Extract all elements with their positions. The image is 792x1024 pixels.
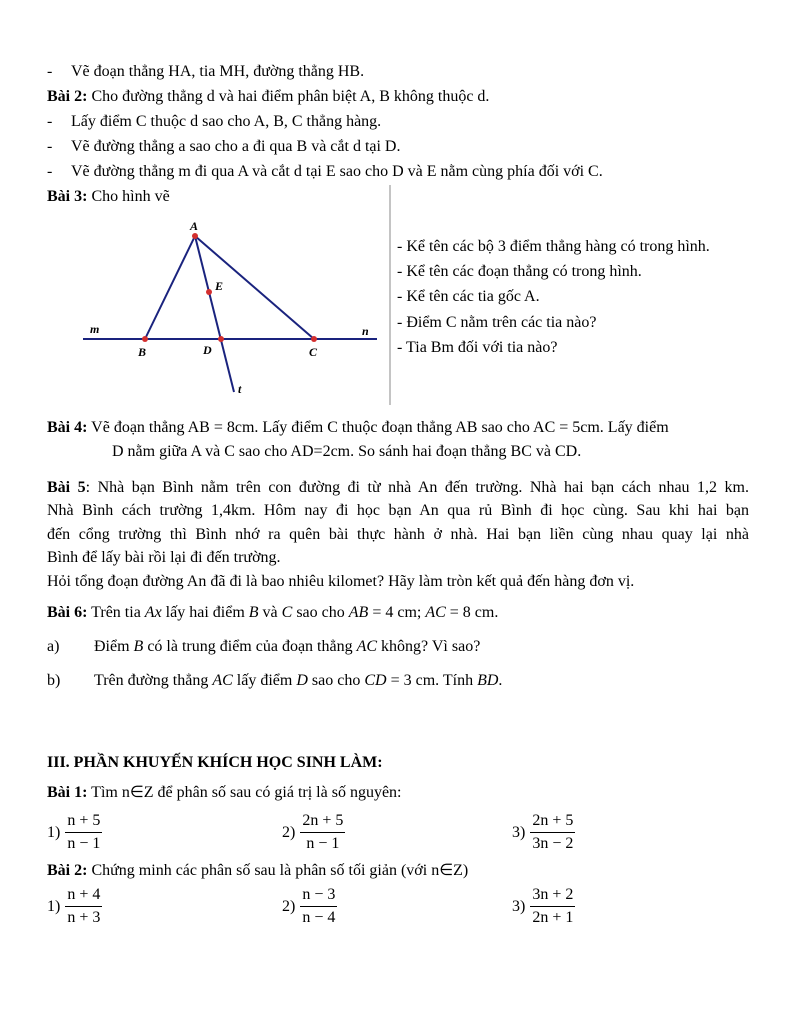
fraction-2-2: 2) $\frac{n - 3}{n - 4}$ bbox=[282, 886, 336, 926]
bai3-question-4: - Điểm C nằm trên các tia nào? bbox=[397, 314, 597, 331]
bai6-part-b-label: b) bbox=[47, 672, 61, 689]
bullet-line: - Vẽ đoạn thẳng HA, tia MH, đường thẳng HB. bbox=[47, 63, 365, 80]
bai3-question-5: - Tia Bm đối với tia nào? bbox=[397, 339, 558, 356]
label-n: n bbox=[362, 324, 369, 338]
point-a bbox=[192, 233, 198, 239]
bai6-heading: Bài 6: Trên tia Ax lấy hai điểm B và C sao cho AB = 4 cm; AC = 8 cm. bbox=[47, 604, 499, 621]
bai5-line-3: đến cổng trường thì Bình nhớ ra quên bài thực hành ở nhà. Hai bạn liền cùng nhau quay lại nhà bbox=[47, 526, 749, 543]
label-c: C bbox=[309, 345, 318, 359]
bai3-heading: Bài 3: Cho hình vẽ bbox=[47, 188, 170, 205]
segment-ab bbox=[145, 236, 195, 339]
fraction-1-1: 1) $\frac{n + 5}{n - 1}$ bbox=[47, 812, 101, 852]
fraction-1-3: 3) $\frac{2n + 5}{3n - 2}$ bbox=[512, 812, 574, 852]
fraction-2-1: 1) $\frac{n + 4}{n + 3}$ bbox=[47, 886, 101, 926]
fraction-2-3: 3) $\frac{3n + 2}{2n + 1}$ bbox=[512, 886, 574, 926]
point-d bbox=[218, 336, 224, 342]
fraction-1-2: 2) $\frac{2n + 5}{n - 1}$ bbox=[282, 812, 344, 852]
label-d: D bbox=[203, 343, 212, 357]
section-3-title: III. PHẦN KHUYẾN KHÍCH HỌC SINH LÀM: bbox=[47, 754, 383, 771]
bai3-question-1: - Kể tên các bộ 3 điểm thẳng hàng có trong hình. bbox=[397, 238, 710, 255]
bai5-line-2: Nhà Bình cách trường 1,4km. Hôm nay đi học bạn An qua rủ Bình đi học cùng. Sau khi hai bạn bbox=[47, 502, 749, 519]
label-e: E bbox=[215, 279, 224, 293]
bai3-question-3: - Kể tên các tia gốc A. bbox=[397, 288, 540, 305]
bai2-item-1: - Lấy điểm C thuộc d sao cho A, B, C thẳng hàng. bbox=[47, 113, 382, 130]
bai3-question-2: - Kể tên các đoạn thẳng có trong hình. bbox=[397, 263, 642, 280]
bai6-part-a-label: a) bbox=[47, 638, 60, 655]
bai2-heading: Bài 2: Cho đường thẳng d và hai điểm phân biệt A, B không thuộc d. bbox=[47, 88, 490, 105]
bai4-line-2: D nằm giữa A và C sao cho AD=2cm. So sánh hai đoạn thẳng BC và CD. bbox=[112, 443, 582, 460]
bai6-part-a: Điểm B có là trung điểm của đoạn thẳng AC không? Vì sao? bbox=[94, 638, 481, 655]
point-e bbox=[206, 289, 212, 295]
bai2-item-3: - Vẽ đường thẳng m đi qua A và cắt d tại E sao cho D và E nằm cùng phía đối với C. bbox=[47, 163, 603, 180]
label-m: m bbox=[90, 322, 100, 336]
section-3-bai1: Bài 1: Tìm n∈Z để phân số sau có giá trị là số nguyên: bbox=[47, 784, 402, 801]
ray-at bbox=[195, 236, 234, 392]
bai5-line-5: Hỏi tổng đoạn đường An đã đi là bao nhiêu kilomet? Hãy làm tròn kết quả đến hàng đơn vị. bbox=[47, 573, 635, 590]
bai5-line-1: Bài 5: Nhà bạn Bình nằm trên con đường đi từ nhà An đến trường. Nhà hai bạn cách nhau 1,2 km. bbox=[47, 479, 749, 496]
bai6-part-b: Trên đường thẳng AC lấy điểm D sao cho CD = 3 cm. Tính BD. bbox=[94, 672, 503, 689]
point-b bbox=[142, 336, 148, 342]
bai4-line-1: Bài 4: Vẽ đoạn thẳng AB = 8cm. Lấy điểm C thuộc đoạn thẳng AB sao cho AC = 5cm. Lấy điểm bbox=[47, 419, 669, 436]
label-b: B bbox=[138, 345, 147, 359]
point-c bbox=[311, 336, 317, 342]
label-t: t bbox=[238, 382, 242, 396]
bai5-line-4: Bình để lấy bài rồi lại đi đến trường. bbox=[47, 549, 281, 566]
segment-ac bbox=[195, 236, 314, 339]
section-3-bai2: Bài 2: Chứng minh các phân số sau là phân số tối giản (với n∈Z) bbox=[47, 862, 469, 879]
label-a: A bbox=[190, 219, 199, 233]
bai2-item-2: - Vẽ đường thẳng a sao cho a đi qua B và cắt d tại D. bbox=[47, 138, 401, 155]
